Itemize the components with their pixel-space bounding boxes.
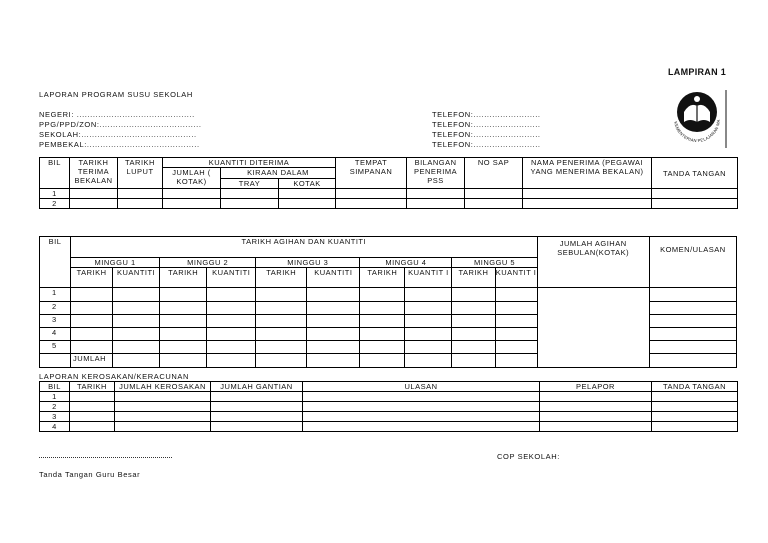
header-kiraan-dalam: KIRAAN DALAM xyxy=(221,168,336,179)
cell[interactable] xyxy=(523,189,652,199)
cell[interactable] xyxy=(452,354,495,368)
cell[interactable] xyxy=(221,199,279,209)
cell[interactable] xyxy=(113,328,160,341)
cell[interactable] xyxy=(540,412,652,422)
header-tanda-tangan: TANDA TANGAN xyxy=(652,158,738,189)
cell[interactable] xyxy=(160,354,207,368)
cell[interactable] xyxy=(207,328,256,341)
cell[interactable] xyxy=(652,199,738,209)
cell[interactable] xyxy=(452,288,495,302)
field-pembekal: PEMBEKAL:.......................................... xyxy=(39,140,200,149)
header-minggu-4: MINGGU 4 xyxy=(360,258,452,268)
header-tray: TRAY xyxy=(221,179,279,189)
cell[interactable] xyxy=(70,392,115,402)
row-number: 2 xyxy=(40,402,70,412)
report-title: LAPORAN PROGRAM SUSU SEKOLAH xyxy=(39,90,193,99)
table-agihan xyxy=(39,236,737,368)
cell[interactable] xyxy=(307,288,360,302)
header-nama-penerima: NAMA PENERIMA (PEGAWAI YANG MENERIMA BEKALAN) xyxy=(523,158,652,189)
header-jumlah-agihan: JUMLAH AGIHAN SEBULAN(KOTAK) xyxy=(537,237,649,288)
cell[interactable] xyxy=(360,315,405,328)
cell[interactable] xyxy=(360,354,405,368)
header-bil: BIL xyxy=(40,237,71,288)
header-tarikh: TARIKH xyxy=(360,268,405,288)
cell[interactable] xyxy=(649,328,736,341)
cell[interactable] xyxy=(70,189,118,199)
cell[interactable] xyxy=(113,302,160,315)
field-telefon-1: TELEFON:......................... xyxy=(432,110,541,119)
cell[interactable] xyxy=(336,199,407,209)
cell[interactable] xyxy=(360,341,405,354)
cell[interactable] xyxy=(495,328,537,341)
cell[interactable] xyxy=(160,288,207,302)
cell[interactable] xyxy=(405,288,452,302)
cell[interactable] xyxy=(540,392,652,402)
cell[interactable] xyxy=(360,328,405,341)
header-komen: KOMEN/ULASAN xyxy=(649,237,736,288)
cell[interactable] xyxy=(71,302,113,315)
row-number: 5 xyxy=(40,341,71,354)
cell[interactable] xyxy=(407,199,465,209)
cell[interactable] xyxy=(160,328,207,341)
cell[interactable] xyxy=(405,354,452,368)
cell[interactable] xyxy=(160,302,207,315)
cell[interactable] xyxy=(256,302,307,315)
cell[interactable] xyxy=(118,189,163,199)
jumlah-agihan-cell[interactable] xyxy=(537,288,649,368)
cell[interactable] xyxy=(652,189,738,199)
cell[interactable] xyxy=(465,189,523,199)
cell[interactable] xyxy=(649,315,736,328)
header-pelapor: PELAPOR xyxy=(540,382,652,392)
cell[interactable] xyxy=(160,341,207,354)
row-number: 3 xyxy=(40,315,71,328)
field-telefon-4: TELEFON:......................... xyxy=(432,140,541,149)
cell[interactable] xyxy=(118,199,163,209)
cell[interactable] xyxy=(495,288,537,302)
cell[interactable] xyxy=(495,354,537,368)
cell[interactable] xyxy=(303,402,540,412)
row-number: 1 xyxy=(40,288,71,302)
cell[interactable] xyxy=(465,199,523,209)
svg-text:KEMENTERIAN PELAJARAN MALAYSIA: KEMENTERIAN PELAJARAN MA xyxy=(673,119,722,144)
cell[interactable] xyxy=(303,412,540,422)
header-minggu-1: MINGGU 1 xyxy=(71,258,160,268)
header-kuantiti: KUANTIT I xyxy=(405,268,452,288)
cell[interactable] xyxy=(163,189,221,199)
header-kuantiti: KUANTITI xyxy=(113,268,160,288)
kerosakan-title: LAPORAN KEROSAKAN/KERACUNAN xyxy=(39,372,189,381)
row-number: 2 xyxy=(40,199,70,209)
cell[interactable] xyxy=(115,412,211,422)
header-bilangan-penerima: BILANGAN PENERIMA PSS xyxy=(407,158,465,189)
signature-line xyxy=(39,455,172,458)
cell[interactable] xyxy=(452,328,495,341)
cell[interactable] xyxy=(207,354,256,368)
cell[interactable] xyxy=(649,341,736,354)
cell[interactable] xyxy=(307,341,360,354)
cell[interactable] xyxy=(113,354,160,368)
cell[interactable] xyxy=(649,354,736,368)
table-kerosakan xyxy=(39,381,738,432)
header-kuantiti: KUANTITI xyxy=(207,268,256,288)
cell[interactable] xyxy=(115,402,211,412)
header-jumlah-kerosakan: JUMLAH KEROSAKAN xyxy=(115,382,211,392)
cell[interactable] xyxy=(360,302,405,315)
cell[interactable] xyxy=(652,392,738,402)
cell[interactable] xyxy=(71,315,113,328)
cell[interactable] xyxy=(113,315,160,328)
cell[interactable] xyxy=(452,302,495,315)
cell[interactable] xyxy=(649,302,736,315)
cell[interactable] xyxy=(540,402,652,412)
cell[interactable] xyxy=(207,302,256,315)
cell[interactable] xyxy=(211,392,303,402)
header-bil: BIL xyxy=(40,382,70,392)
cop-sekolah-label: COP SEKOLAH: xyxy=(497,452,560,461)
field-telefon-3: TELEFON:......................... xyxy=(432,130,541,139)
cell[interactable] xyxy=(71,328,113,341)
cell[interactable] xyxy=(70,402,115,412)
header-kuantiti: KUANTIT I xyxy=(495,268,537,288)
row-number: 2 xyxy=(40,302,71,315)
cell[interactable] xyxy=(71,288,113,302)
cell[interactable] xyxy=(256,354,307,368)
row-number: 4 xyxy=(40,422,70,432)
cell[interactable] xyxy=(495,315,537,328)
field-negeri: NEGERI: ............................................ xyxy=(39,110,195,119)
cell[interactable] xyxy=(303,422,540,432)
empty-cell xyxy=(40,354,71,368)
cell[interactable] xyxy=(207,341,256,354)
cell[interactable] xyxy=(256,341,307,354)
cell[interactable] xyxy=(307,328,360,341)
cell[interactable] xyxy=(307,302,360,315)
cell[interactable] xyxy=(256,315,307,328)
cell[interactable] xyxy=(523,199,652,209)
header-tarikh: TARIKH xyxy=(71,268,113,288)
header-tarikh: TARIKH xyxy=(256,268,307,288)
cell[interactable] xyxy=(652,412,738,422)
cell[interactable] xyxy=(207,315,256,328)
header-kuantiti-diterima: KUANTITI DITERIMA xyxy=(163,158,336,168)
cell[interactable] xyxy=(495,341,537,354)
lampiran-label: LAMPIRAN 1 xyxy=(668,67,727,77)
field-telefon-2: TELEFON:......................... xyxy=(432,120,541,129)
cell[interactable] xyxy=(405,315,452,328)
header-tanda-tangan: TANDA TANGAN xyxy=(652,382,738,392)
field-sekolah: SEKOLAH:........................................... xyxy=(39,130,197,139)
row-number: 4 xyxy=(40,328,71,341)
row-number: 3 xyxy=(40,412,70,422)
cell[interactable] xyxy=(115,422,211,432)
row-number: 1 xyxy=(40,189,70,199)
field-ppg: PPG/PPD/ZON:...................................... xyxy=(39,120,202,129)
cell[interactable] xyxy=(307,354,360,368)
header-minggu-3: MINGGU 3 xyxy=(256,258,360,268)
row-number: 1 xyxy=(40,392,70,402)
cell[interactable] xyxy=(307,315,360,328)
cell[interactable] xyxy=(279,199,336,209)
cell[interactable] xyxy=(303,392,540,402)
cell[interactable] xyxy=(115,392,211,402)
cell[interactable] xyxy=(211,402,303,412)
cell[interactable] xyxy=(652,402,738,412)
header-ulasan: ULASAN xyxy=(303,382,540,392)
header-tarikh-terima: TARIKH TERIMA BEKALAN xyxy=(70,158,118,189)
cell[interactable] xyxy=(405,341,452,354)
cell[interactable] xyxy=(207,288,256,302)
cell[interactable] xyxy=(256,328,307,341)
cell[interactable] xyxy=(360,288,405,302)
ministry-logo xyxy=(666,88,728,150)
header-tarikh: TARIKH xyxy=(452,268,495,288)
cell[interactable] xyxy=(256,288,307,302)
cell[interactable] xyxy=(405,302,452,315)
header-jumlah-gantian: JUMLAH GANTIAN xyxy=(211,382,303,392)
header-tempat-simpanan: TEMPAT SIMPANAN xyxy=(336,158,407,189)
header-jumlah-kotak: JUMLAH ( KOTAK) xyxy=(163,168,221,189)
header-tarikh-luput: TARIKH LUPUT xyxy=(118,158,163,189)
header-minggu-5: MINGGU 5 xyxy=(452,258,537,268)
cell[interactable] xyxy=(336,189,407,199)
cell[interactable] xyxy=(70,199,118,209)
cell[interactable] xyxy=(211,412,303,422)
table-penerimaan xyxy=(39,157,738,209)
cell[interactable] xyxy=(71,341,113,354)
cell[interactable] xyxy=(452,341,495,354)
signature-label: Tanda Tangan Guru Besar xyxy=(39,470,141,479)
cell[interactable] xyxy=(70,422,115,432)
cell[interactable] xyxy=(495,302,537,315)
header-tarikh-agihan: TARIKH AGIHAN DAN KUANTITI xyxy=(71,237,538,258)
cell[interactable] xyxy=(113,288,160,302)
cell[interactable] xyxy=(113,341,160,354)
cell[interactable] xyxy=(407,189,465,199)
cell[interactable] xyxy=(221,189,279,199)
jumlah-label: JUMLAH xyxy=(71,354,113,368)
header-tarikh: TARIKH xyxy=(70,382,115,392)
cell[interactable] xyxy=(649,288,736,302)
header-kotak: KOTAK xyxy=(279,179,336,189)
header-bil: BIL xyxy=(40,158,70,189)
header-no-sap: NO SAP xyxy=(465,158,523,189)
header-kuantiti: KUANTITI xyxy=(307,268,360,288)
cell[interactable] xyxy=(540,422,652,432)
cell[interactable] xyxy=(279,189,336,199)
cell[interactable] xyxy=(652,422,738,432)
cell[interactable] xyxy=(163,199,221,209)
header-tarikh: TARIKH xyxy=(160,268,207,288)
cell[interactable] xyxy=(70,412,115,422)
cell[interactable] xyxy=(211,422,303,432)
cell[interactable] xyxy=(452,315,495,328)
cell[interactable] xyxy=(160,315,207,328)
header-minggu-2: MINGGU 2 xyxy=(160,258,256,268)
cell[interactable] xyxy=(405,328,452,341)
